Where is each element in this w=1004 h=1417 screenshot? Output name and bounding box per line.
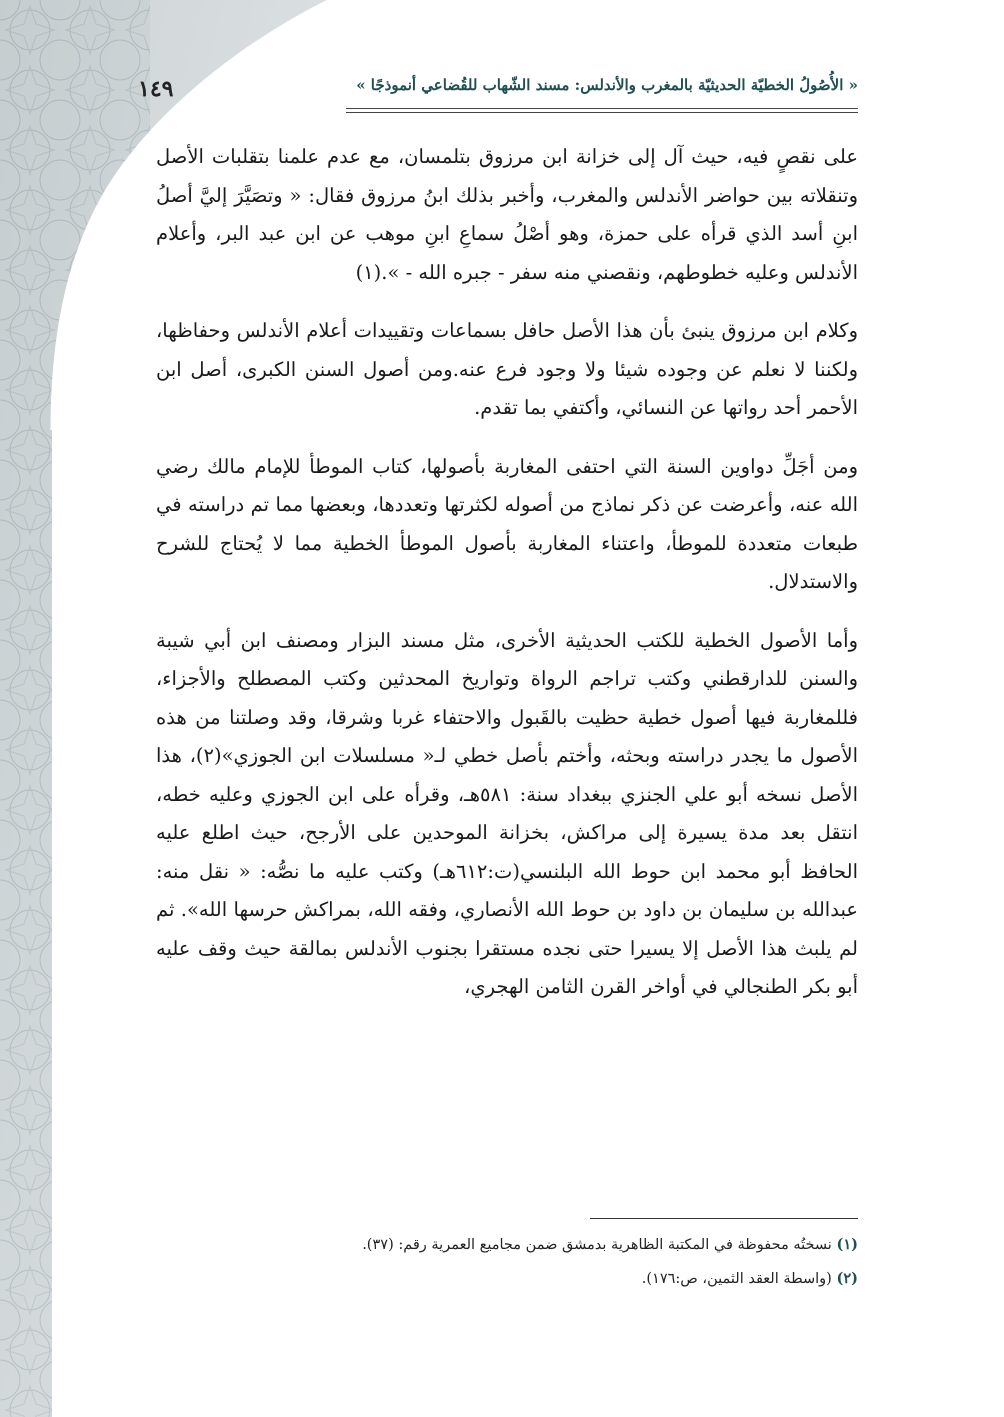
paragraph: وكلام ابن مرزوق ينبئ بأن هذا الأصل حافل بسماعات وتقييدات أعلام الأندلس وحفاظها، ولكننا لا نعلم عن وجوده شيئا ولا وجود فرع عنه.ومن أصول السنن الكبرى، أصل ابن الأحمر أحد رواتها عن النسائي، وأكتفي بما تقدم. [156,319,858,419]
footnote-1 [156,1232,858,1258]
footnote-mark: (٢) [836,1270,858,1287]
running-title: « الأُصُولُ الخطيّة الحديثيّة بالمغرب والأندلس: مسند الشّهاب للقُضاعي أنموذجًا » [356,76,858,94]
footnote-2 [156,1266,858,1292]
footnote-text: (واسطة العقد الثمين، ص:١٧٦). [641,1271,832,1287]
header-double-rule [346,108,858,113]
footnote-text: نسختُه محفوظة في المكتبة الظاهرية بدمشق ضمن مجاميع العمرية رقم: (٣٧). [362,1237,832,1253]
page-header [138,62,858,112]
paragraph: وأما الأصول الخطية للكتب الحديثية الأخرى، مثل مسند البزار ومصنف ابن أبي شيبة والسنن للدارقطني وكتب تراجم الرواة وتواريخ المحدثين وكتب المصطلح والأجزاء، فللمغاربة فيها أصول خطية حظيت بالقَبول والاحتفاء غربا وشرقا، وقد وصلتنا من هذه الأصول ما يجدر دراسته وبحثه، وأختم بأصل خطي لـ« مسلسلات ابن الجوزي»(٢)، هذا الأصل نسخه أبو علي الجنزي ببغداد سنة: ٥٨١هـ، وقرأه على ابن الجوزي وعليه خطه، انتقل بعد مدة يسيرة إلى مراكش، بخزانة الموحدين على الأرجح، حيث اطلع عليه الحافظ أبو محمد ابن حوط الله البلنسي(ت:٦١٢هـ) وكتب عليه ما نصُّه: « نقل منه: عبدالله بن سليمان بن داود بن حوط الله الأنصاري، وفقه الله، بمراكش حرسها الله». ثم لم يلبث هذا الأصل إلا يسيرا حتى نجده مستقرا بجنوب الأندلس بمالقة حيث وقف عليه أبو بكر الطنجالي في أواخر القرن الثامن الهجري، [156,628,859,998]
footnote-separator [590,1218,858,1219]
page-number: ١٤٩ [138,76,174,102]
footnote-mark: (١) [836,1236,858,1253]
footnotes [156,1232,858,1300]
body-text [156,138,858,1027]
paragraph: على نقصٍ فيه، حيث آل إلى خزانة ابن مرزوق بتلمسان، مع عدم علمنا بتقلبات الأصل وتنقلاته بين حواضر الأندلس والمغرب، وأخبر بذلك ابنُ مرزوق فقال: « وتصَيَّرَ إليَّ أصلُ ابنِ أسد الذي قرأه على حمزة، وهو أصْلُ سماعِ ابنِ موهب عن ابن عبد البر، وأعلام الأندلس وعليه خطوطهم، ونقصني منه سفر - جبره الله - ».(١) [156,145,858,284]
paragraph: ومن أجَلِّ دواوين السنة التي احتفى المغاربة بأصولها، كتاب الموطأ للإمام مالك رضي الله عنه، وأعرضت عن ذكر نماذج من أصوله لكثرتها وتعددها، وبعضها مما تم دراسته في طبعات متعددة للموطأ، واعتناء المغاربة بأصول الموطأ الخطية مما لا يُحتاج للشرح والاستدلال. [156,454,858,593]
